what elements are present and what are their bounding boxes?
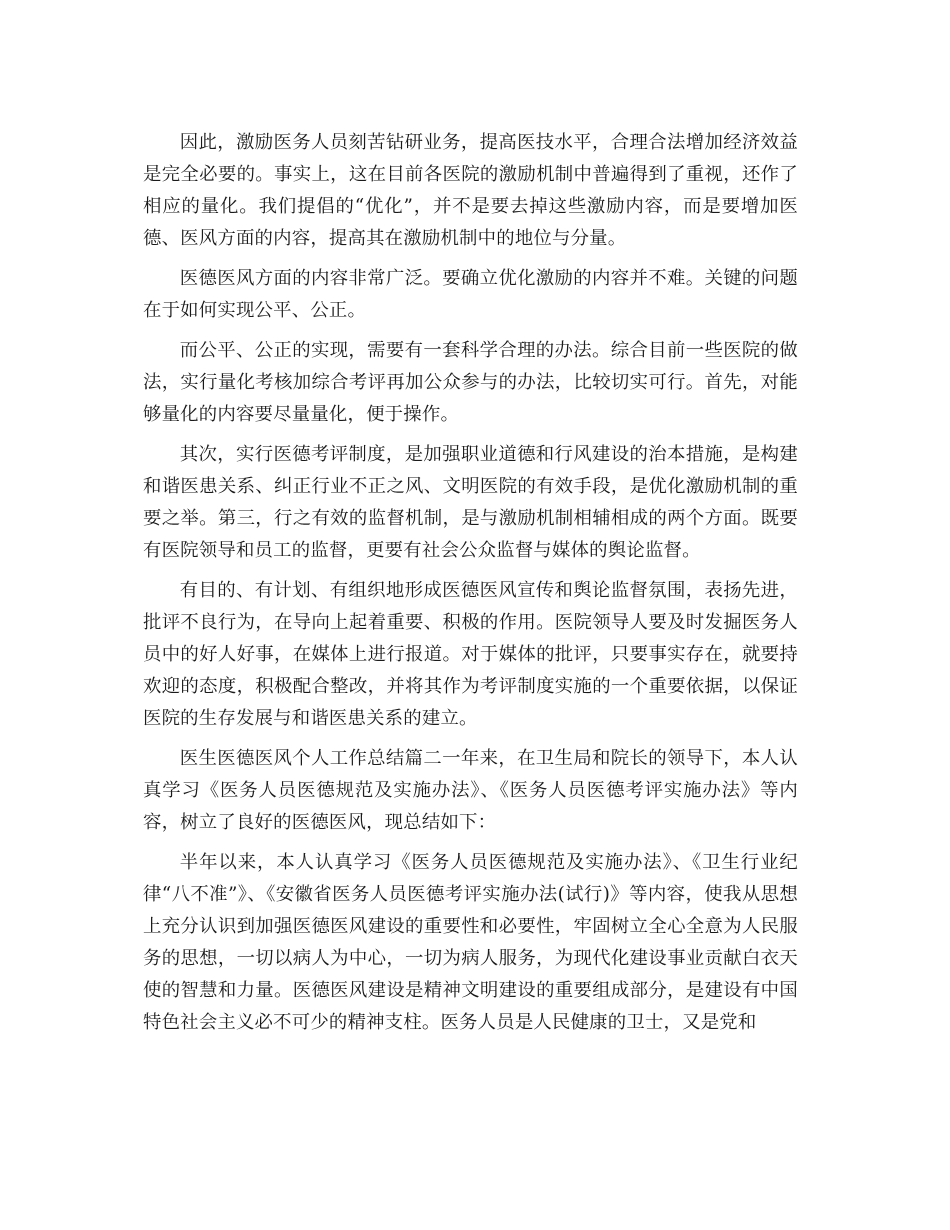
paragraph-3: 而公平、公正的实现，需要有一套科学合理的办法。综合目前一些医院的做法，实行量化考核加综合考评再加公众参与的办法，比较切实可行。首先，对能够量化的内容要尽量量化，便于操作。	[143, 340, 798, 425]
paragraph-4: 其次，实行医德考评制度，是加强职业道德和行风建设的治本措施，是构建和谐医患关系、纠正行业不正之风、文明医院的有效手段，是优化激励机制的重要之举。第三，行之有效的监督机制，是与激励机制相辅相成的两个方面。既要有医院领导和员工的监督，更要有社会公众监督与媒体的舆论监督。	[143, 444, 798, 561]
paragraph-5: 有目的、有计划、有组织地形成医德医风宣传和舆论监督氛围，表扬先进，批评不良行为，在导向上起着重要、积极的作用。医院领导人要及时发掘医务人员中的好人好事，在媒体上进行报道。对于媒体的批评，只要事实存在，就要持欢迎的态度，积极配合整改，并将其作为考评制度实施的一个重要依据，以保证医院的生存发展与和谐医患关系的建立。	[143, 580, 798, 729]
document-body	[143, 127, 798, 1047]
paragraph-6: 医生医德医风个人工作总结篇二一年来，在卫生局和院长的领导下，本人认真学习《医务人员医德规范及实施办法》、《医务人员医德考评实施办法》等内容，树立了良好的医德医风，现总结如下：	[143, 748, 798, 833]
paragraph-1: 因此，激励医务人员刻苦钻研业务，提高医技水平，合理合法增加经济效益是完全必要的。事实上，这在目前各医院的激励机制中普遍得到了重视，还作了相应的量化。我们提倡的“优化”，并不是要去掉这些激励内容，而是要增加医德、医风方面的内容，提高其在激励机制中的地位与分量。	[143, 132, 798, 249]
paragraph-7: 半年以来，本人认真学习《医务人员医德规范及实施办法》、《卫生行业纪律“八不准”》、《安徽省医务人员医德考评实施办法(试行)》等内容，使我从思想上充分认识到加强医德医风建设的重要性和必要性，牢固树立全心全意为人民服务的思想，一切以病人为中心，一切为病人服务，为现代化建设事业贡献白衣天使的智慧和力量。医德医风建设是精神文明建设的重要组成部分，是建设有中国特色社会主义必不可少的精神支柱。医务人员是人民健康的卫士，又是党和	[143, 852, 798, 1033]
paragraph-2: 医德医风方面的内容非常广泛。要确立优化激励的内容并不难。关键的问题在于如何实现公平、公正。	[143, 268, 798, 321]
